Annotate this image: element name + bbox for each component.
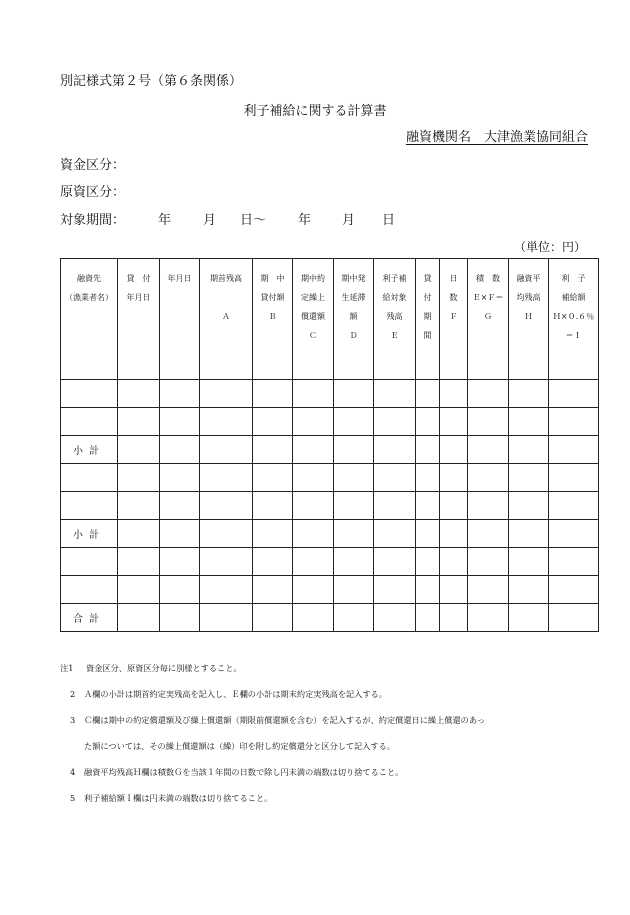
column-header-line: 期首残高 — [210, 274, 242, 283]
column-header-line: 貸付額 — [260, 293, 285, 302]
column-header — [61, 259, 118, 380]
column-header-line — [200, 288, 252, 307]
table-cell — [293, 548, 334, 576]
column-header-line: Ｆ — [449, 312, 458, 321]
table-cell — [253, 380, 293, 408]
table-cell — [509, 548, 549, 576]
source-category-label: 原資区分： — [60, 185, 126, 200]
table-cell — [416, 492, 440, 520]
column-header — [118, 259, 160, 380]
table-cell — [509, 436, 549, 464]
column-header — [416, 259, 440, 380]
table-cell — [118, 408, 160, 436]
notes — [60, 655, 485, 811]
table-cell — [549, 576, 599, 604]
column-header-line: 償還額 — [301, 312, 325, 321]
note-text: た額については、その繰上償還額は（繰）印を附し約定償還分と区分して記入する。 — [84, 741, 395, 751]
column-header-line: 貸 — [423, 274, 432, 283]
column-header-line: 融資先 — [77, 274, 101, 283]
form-number: 別記様式第２号（第６条関係） — [60, 74, 243, 89]
table-cell — [253, 436, 293, 464]
note-item — [60, 759, 485, 785]
column-header-line: 数 — [449, 293, 458, 302]
table-cell — [160, 576, 200, 604]
table-cell — [293, 464, 334, 492]
column-header — [160, 259, 200, 380]
table-cell — [440, 548, 468, 576]
table-cell — [253, 492, 293, 520]
table-cell — [549, 380, 599, 408]
table-cell — [416, 408, 440, 436]
table-cell — [440, 604, 468, 632]
row-label: 小計 — [61, 436, 118, 464]
table-cell — [374, 464, 416, 492]
table-row — [61, 492, 599, 520]
note-text: Ａ欄の小計は期首約定実残高を記入し、Ｅ欄の小計は期末約定実残高を記入する。 — [84, 689, 387, 699]
table-row — [61, 576, 599, 604]
table-cell — [374, 576, 416, 604]
column-header-line: 融資平 — [516, 274, 541, 283]
table-cell — [374, 436, 416, 464]
note-item — [60, 707, 485, 733]
column-header-line: Ｇ — [484, 312, 492, 321]
table-cell — [440, 408, 468, 436]
table-cell — [334, 520, 374, 548]
table-cell — [374, 604, 416, 632]
column-header — [293, 259, 334, 380]
note-item — [60, 785, 485, 811]
table-cell — [293, 408, 334, 436]
table-cell — [253, 548, 293, 576]
note-number: 2 — [70, 689, 76, 699]
table-cell — [509, 576, 549, 604]
note-item — [60, 655, 485, 681]
unit-label: （単位：円） — [513, 240, 586, 254]
table-cell — [468, 548, 509, 576]
column-header-line: 生延滞 — [341, 293, 366, 302]
column-header-line: 均残高 — [516, 293, 541, 302]
table-cell — [468, 408, 509, 436]
table-row — [61, 520, 599, 548]
table-cell — [293, 436, 334, 464]
table-cell — [200, 380, 253, 408]
column-header-line: 残高 — [386, 312, 403, 321]
table-cell — [118, 548, 160, 576]
table-cell — [509, 492, 549, 520]
table-cell — [549, 520, 599, 548]
column-header — [440, 259, 468, 380]
table-cell — [253, 576, 293, 604]
table-cell — [549, 464, 599, 492]
column-header-line: 期 — [423, 312, 432, 321]
column-header-line: Ｂ — [268, 312, 277, 321]
column-header-line: ＝Ｉ — [565, 331, 582, 340]
table-cell — [160, 436, 200, 464]
table-cell — [200, 548, 253, 576]
table-row — [61, 408, 599, 436]
column-header-line: 期 中 — [260, 274, 285, 283]
table-cell — [160, 520, 200, 548]
table-cell — [416, 520, 440, 548]
table-header-row — [61, 259, 599, 380]
document-title: 利子補給に関する計算書 — [243, 104, 387, 119]
table-cell — [509, 380, 549, 408]
column-header — [468, 259, 509, 380]
table-cell — [200, 604, 253, 632]
period-month-start: 月 — [203, 213, 217, 228]
table-cell — [374, 380, 416, 408]
table-cell — [549, 436, 599, 464]
table-cell — [440, 436, 468, 464]
column-header-line: Ｄ — [349, 331, 358, 340]
table-cell — [160, 492, 200, 520]
table-row — [61, 380, 599, 408]
column-header-line: 間 — [423, 331, 432, 340]
column-header-line: （漁業者名） — [65, 293, 113, 302]
table-cell — [440, 492, 468, 520]
column-header-line: 期中約 — [301, 274, 325, 283]
table-cell — [160, 408, 200, 436]
column-header-line: 利 子 — [561, 274, 586, 283]
table-cell — [253, 604, 293, 632]
table-cell — [118, 604, 160, 632]
table-cell — [293, 604, 334, 632]
table-cell — [334, 380, 374, 408]
table-row — [61, 464, 599, 492]
table-cell — [416, 436, 440, 464]
table-cell — [293, 380, 334, 408]
column-header-line: Ａ — [222, 312, 230, 321]
table-cell — [374, 492, 416, 520]
column-header-line: 利子補 — [382, 274, 407, 283]
row-label — [61, 492, 118, 520]
note-item — [60, 733, 485, 759]
column-header-line: Ｅ — [390, 331, 399, 340]
table-cell — [440, 520, 468, 548]
column-header — [374, 259, 416, 380]
column-header-line: 日 — [449, 274, 458, 283]
row-label: 小計 — [61, 520, 118, 548]
table-row — [61, 548, 599, 576]
note-text: 利子補給額Ｉ欄は円未満の端数は切り捨てること。 — [84, 793, 273, 803]
table-cell — [468, 520, 509, 548]
table-cell — [374, 520, 416, 548]
institution-name: 融資機関名 大津漁業協同組合 — [405, 130, 588, 145]
table-cell — [468, 576, 509, 604]
note-text: 融資平均残高Ｈ欄は積数Ｇを当該１年間の日数で除し円未満の端数は切り捨てること。 — [84, 767, 404, 777]
period-year-start: 年 — [158, 213, 172, 228]
table-cell — [118, 436, 160, 464]
row-label — [61, 380, 118, 408]
table-cell — [468, 436, 509, 464]
table-cell — [293, 492, 334, 520]
column-header — [549, 259, 599, 380]
period-month-end: 月 — [342, 213, 356, 228]
note-text: Ｃ欄は期中の約定償還額及び繰上償還額（期限前償還額を含む）を記入するが、約定償還日に繰上償還のあっ — [84, 715, 486, 725]
table-cell — [440, 380, 468, 408]
note-number: 注1 — [60, 663, 74, 673]
period-day-end: 日 — [382, 213, 396, 228]
table-cell — [509, 520, 549, 548]
table-cell — [200, 408, 253, 436]
table-cell — [549, 408, 599, 436]
column-header-line: Ｈ — [524, 312, 533, 321]
column-header-line: 補給額 — [561, 293, 586, 302]
table-cell — [118, 380, 160, 408]
table-cell — [118, 464, 160, 492]
table-cell — [293, 520, 334, 548]
table-cell — [118, 520, 160, 548]
note-item — [60, 681, 485, 707]
note-number: 5 — [70, 793, 76, 803]
table-row — [61, 604, 599, 632]
table-cell — [549, 548, 599, 576]
table-cell — [118, 576, 160, 604]
column-header — [334, 259, 374, 380]
table-cell — [440, 464, 468, 492]
table-cell — [334, 464, 374, 492]
table-cell — [253, 464, 293, 492]
period-label: 対象期間： — [60, 213, 126, 228]
fund-category-label: 資金区分： — [60, 158, 126, 173]
note-number: 3 — [70, 715, 76, 725]
row-label: 合計 — [61, 604, 118, 632]
table-cell — [416, 548, 440, 576]
table-cell — [253, 520, 293, 548]
note-number: 4 — [70, 767, 76, 777]
column-header-line: 定繰上 — [301, 293, 325, 302]
column-header-line: Ｅ×Ｆ＝ — [472, 293, 504, 302]
table-cell — [334, 576, 374, 604]
table-cell — [160, 548, 200, 576]
column-header-line: Ｈ×０.６％ — [552, 312, 595, 321]
table-cell — [509, 408, 549, 436]
table-cell — [334, 436, 374, 464]
table-cell — [416, 380, 440, 408]
table-cell — [374, 548, 416, 576]
column-header-line: 付 — [423, 293, 432, 302]
table-cell — [334, 408, 374, 436]
table-cell — [509, 604, 549, 632]
table-cell — [468, 492, 509, 520]
table-row — [61, 436, 599, 464]
column-header-line: 年月日 — [126, 293, 151, 302]
table-cell — [549, 604, 599, 632]
row-label — [61, 576, 118, 604]
note-text: 資金区分、原資区分毎に別様とすること。 — [86, 663, 242, 673]
column-header-line: 期中発 — [341, 274, 366, 283]
column-header — [253, 259, 293, 380]
period-year-end: 年 — [298, 213, 312, 228]
table-cell — [468, 380, 509, 408]
table-cell — [468, 464, 509, 492]
table-cell — [334, 492, 374, 520]
row-label — [61, 408, 118, 436]
table-cell — [253, 408, 293, 436]
row-label — [61, 464, 118, 492]
table-cell — [468, 604, 509, 632]
table-cell — [416, 576, 440, 604]
column-header-line: 年月日 — [167, 274, 192, 283]
table-cell — [200, 576, 253, 604]
column-header — [509, 259, 549, 380]
table-cell — [549, 492, 599, 520]
table-cell — [200, 492, 253, 520]
table-cell — [200, 436, 253, 464]
row-label — [61, 548, 118, 576]
column-header-line: 給対象 — [382, 293, 407, 302]
table-cell — [293, 576, 334, 604]
column-header-line: Ｃ — [309, 331, 317, 340]
table-cell — [200, 464, 253, 492]
table-cell — [416, 464, 440, 492]
period-day-start: 日～ — [240, 213, 267, 228]
table-cell — [509, 464, 549, 492]
column-header-line: 積 数 — [476, 274, 500, 283]
column-header-line: 貸 付 — [126, 274, 151, 283]
table-cell — [440, 576, 468, 604]
table-cell — [160, 380, 200, 408]
column-header-line: 額 — [349, 312, 358, 321]
table-cell — [118, 492, 160, 520]
column-header — [200, 259, 253, 380]
table-cell — [160, 604, 200, 632]
table-cell — [416, 604, 440, 632]
table-cell — [200, 520, 253, 548]
calculation-table — [60, 258, 599, 632]
table-cell — [334, 548, 374, 576]
table-cell — [160, 464, 200, 492]
table-cell — [374, 408, 416, 436]
table-cell — [334, 604, 374, 632]
